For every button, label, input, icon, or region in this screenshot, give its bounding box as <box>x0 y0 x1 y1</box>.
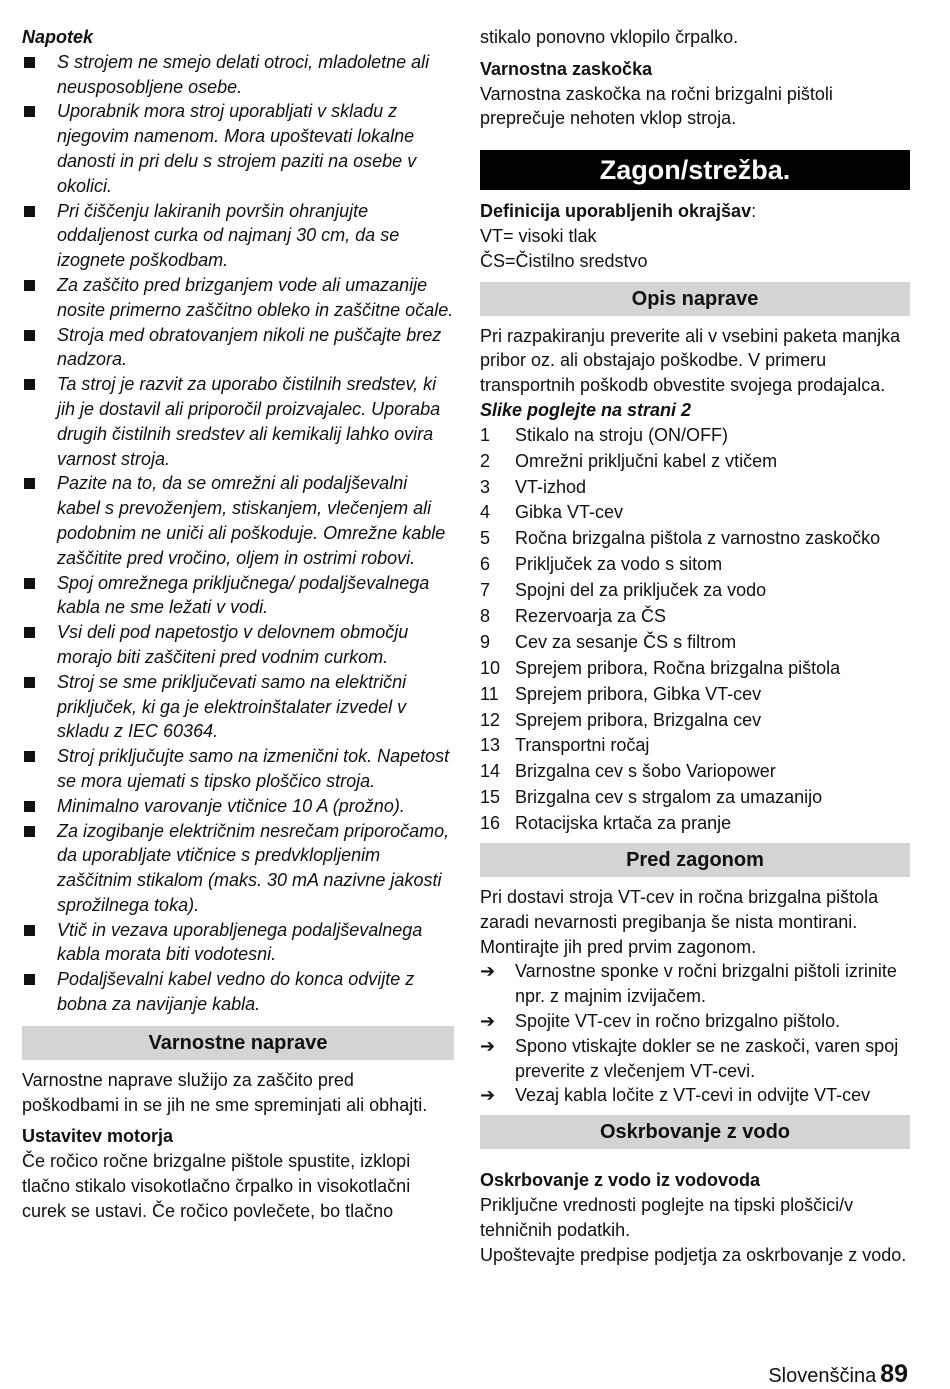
device-description-text: Pri razpakiranju preverite ali v vsebini paketa manjka pribor oz. ali obstajajo poškodbe. V primeru transportnih poškodb obvestite svojega prodajalca. <box>480 325 901 396</box>
abbreviations-title-line <box>480 199 910 224</box>
arrow-right-icon: ➔ <box>480 961 496 982</box>
list-item <box>480 1009 910 1034</box>
part-label: Sprejem pribora, Gibka VT-cev <box>515 683 762 704</box>
square-bullet-icon <box>24 826 35 837</box>
square-bullet-icon <box>24 206 35 217</box>
abbreviation-vt: VT= visoki tlak <box>480 225 597 246</box>
safety-latch-title: Varnostna zaskočka <box>480 58 653 79</box>
note-title: Napotek <box>22 27 94 47</box>
part-label: Transportni ročaj <box>515 735 650 756</box>
square-bullet-icon <box>24 280 35 291</box>
bullet-text: Stroja med obratovanjem nikoli ne puščajte brez nadzora. <box>57 324 442 370</box>
list-item <box>22 967 454 1017</box>
arrow-right-icon: ➔ <box>480 1035 496 1056</box>
bullet-text: Stroj priključujte samo na izmenični tok. Napetost se mora ujemati s tipsko ploščico stroja. <box>57 746 450 791</box>
part-label: Omrežni priključni kabel z vtičem <box>515 450 778 471</box>
part-label: Rotacijska krtača za pranje <box>515 813 732 834</box>
list-item <box>480 708 910 734</box>
section-heading-before-start: Pred zagonom <box>480 843 910 877</box>
bullet-text: Ta stroj je razvit za uporabo čistilnih sredstev, ki jih je dostavil ali priporočil proizvajalec. Uporaba drugih čistilnih sredstev ali kemikalij lahko ovira varnost stroja. <box>57 374 441 469</box>
section-heading-device-description: Opis naprave <box>480 282 910 316</box>
part-label: Sprejem pribora, Brizgalna cev <box>515 709 762 730</box>
part-number: 16 <box>480 813 501 834</box>
list-item <box>480 682 910 708</box>
square-bullet-icon <box>24 379 35 390</box>
safety-latch-text: Varnostna zaskočka na ročni brizgalni pištoli preprečuje nehoten vklop stroja. <box>480 83 833 129</box>
bullet-text: Pri čiščenju lakiranih površin ohranjujte oddaljenost curka od najmanj 30 cm, da se izognete poškodbam. <box>57 200 400 271</box>
square-bullet-icon <box>24 478 35 489</box>
list-item <box>480 449 910 475</box>
part-number: 13 <box>480 735 501 756</box>
list-item <box>22 99 454 198</box>
list-item <box>22 794 454 819</box>
part-label: Stikalo na stroju (ON/OFF) <box>515 424 729 445</box>
square-bullet-icon <box>24 578 35 589</box>
left-column <box>22 25 454 1224</box>
bullet-text: Pazite na to, da se omrežni ali podaljševalni kabel s prevoženjem, stiskanjem, vlečenjem ali podobnim ne uniči ali poškoduje. Omrežne kable zaščitite pred vročino, oljem in ostrimi robovi. <box>57 473 446 568</box>
part-label: Spojni del za priključek za vodo <box>515 580 767 601</box>
list-item <box>480 1083 910 1108</box>
list-item <box>480 423 910 449</box>
list-item <box>22 199 454 273</box>
list-item <box>480 733 910 759</box>
safety-devices-text: Varnostne naprave služijo za zaščito pred poškodbami in se jih ne sme spreminjati ali obhajti. <box>22 1069 428 1115</box>
list-item <box>480 630 910 656</box>
part-label: Brizgalna cev s strgalom za umazanijo <box>515 787 823 808</box>
part-number: 2 <box>480 450 491 471</box>
square-bullet-icon <box>24 330 35 341</box>
section-heading-safety-devices: Varnostne naprave <box>22 1026 454 1060</box>
list-item <box>22 571 454 621</box>
part-number: 8 <box>480 606 491 626</box>
square-bullet-icon <box>24 974 35 985</box>
bullet-text: Uporabnik mora stroj uporabljati v skladu z njegovim namenom. Mora upoštevati lokalne danosti in pri delu s strojem paziti na osebe v okolici. <box>57 101 417 196</box>
part-number: 14 <box>480 761 501 782</box>
part-number: 11 <box>480 683 499 704</box>
square-bullet-icon <box>24 57 35 68</box>
list-item <box>480 475 910 501</box>
list-item <box>480 785 910 811</box>
list-item <box>480 500 910 526</box>
list-item <box>480 811 910 837</box>
list-item <box>22 670 454 744</box>
step-text: Vezaj kabla ločite z VT-cevi in odvijte VT-cev <box>515 1085 871 1106</box>
arrow-right-icon: ➔ <box>480 1085 496 1106</box>
list-item <box>22 819 454 918</box>
water-supply-text-2: Upoštevajte predpise podjetja za oskrbovanje z vodo. <box>480 1244 907 1265</box>
part-label: VT-izhod <box>515 476 587 497</box>
step-text: Spojite VT-cev in ročno brizgalno pištolo. <box>515 1011 841 1031</box>
water-supply-subtitle: Oskrbovanje z vodo iz vodovoda <box>480 1170 761 1191</box>
list-item <box>480 656 910 682</box>
square-bullet-icon <box>24 801 35 812</box>
figures-note: Slike poglejte na strani 2 <box>480 399 692 420</box>
list-item <box>480 759 910 785</box>
list-item <box>22 918 454 968</box>
part-label: Brizgalna cev s šobo Variopower <box>515 761 776 782</box>
list-item <box>480 1034 910 1084</box>
parts-list <box>480 423 910 837</box>
section-heading-water-supply: Oskrbovanje z vodo <box>480 1115 910 1149</box>
list-item <box>22 744 454 794</box>
bullet-text: Za zaščito pred brizganjem vode ali umazanije nosite primerno zaščitno obleko in zaščitne očale. <box>57 274 454 320</box>
list-item <box>22 323 454 373</box>
part-number: 6 <box>480 554 491 575</box>
part-number: 7 <box>480 580 491 601</box>
square-bullet-icon <box>24 751 35 762</box>
list-item <box>22 273 454 323</box>
part-label: Gibka VT-cev <box>515 502 624 523</box>
arrow-right-icon: ➔ <box>480 1011 496 1031</box>
list-item <box>480 526 910 552</box>
list-item <box>22 620 454 670</box>
list-item <box>480 552 910 578</box>
list-item <box>480 578 910 604</box>
part-label: Rezervoarja za ČS <box>515 606 667 626</box>
safety-note-list <box>22 50 454 1017</box>
before-start-text: Pri dostavi stroja VT-cev in ročna brizgalna pištola zaradi nevarnosti pregibanja še nista montirani. Montirajte jih pred prvim zagonom. <box>480 887 879 957</box>
part-number: 15 <box>480 787 501 808</box>
part-number: 3 <box>480 476 491 497</box>
water-supply-text-1: Priključne vrednosti poglejte na tipski ploščici/v tehničnih podatkih. <box>480 1194 854 1240</box>
bullet-text: Vtič in vezava uporabljenega podaljševalnega kabla morata biti vodotesni. <box>57 919 423 965</box>
abbreviations-colon: : <box>751 201 757 222</box>
part-label: Ročna brizgalna pištola z varnostno zaskočko <box>515 528 881 549</box>
motor-stop-title: Ustavitev motorja <box>22 1126 174 1147</box>
motor-stop-text: Če ročico ročne brizgalne pištole spustite, izklopi tlačno stikalo visokotlačno črpalko in visokotlačni curek se ustavi. Če ročico povlečete, bo tlačno <box>22 1151 411 1221</box>
list-item <box>480 959 910 1009</box>
part-number: 10 <box>480 657 501 678</box>
list-item <box>22 471 454 570</box>
bullet-text: Stroj se sme priključevati samo na električni priključek, ki ga je elektroinštalater izvedel v skladu z IEC 60364. <box>57 671 407 742</box>
list-item <box>480 604 910 630</box>
part-number: 4 <box>480 502 491 523</box>
step-text: Spono vtiskajte dokler se ne zaskoči, varen spoj preverite z vlečenjem VT-cevi. <box>515 1035 899 1081</box>
square-bullet-icon <box>24 677 35 688</box>
square-bullet-icon <box>24 627 35 638</box>
assembly-steps-list <box>480 959 910 1108</box>
part-number: 12 <box>480 709 501 730</box>
bullet-text: Podaljševalni kabel vedno do konca odvijte z bobna za navijanje kabla. <box>57 969 415 1015</box>
part-label: Cev za sesanje ČS s filtrom <box>515 631 737 652</box>
bullet-text: Vsi deli pod napetostjo v delovnem območju morajo biti zaščiteni pred vodnim curkom. <box>57 622 409 667</box>
major-heading-operation: Zagon/strežba. <box>480 150 910 190</box>
square-bullet-icon <box>24 925 35 936</box>
part-label: Sprejem pribora, Ročna brizgalna pištola <box>515 657 841 678</box>
footer-language: Slovenščina <box>768 1365 877 1387</box>
motor-stop-text-continued: stikalo ponovno vklopilo črpalko. <box>480 27 739 47</box>
part-number: 9 <box>480 631 491 652</box>
step-text: Varnostne sponke v ročni brizgalni pištoli izrinite npr. z majnim izvijačem. <box>515 961 897 1007</box>
part-number: 1 <box>480 424 491 445</box>
square-bullet-icon <box>24 106 35 117</box>
part-number: 5 <box>480 528 491 549</box>
list-item <box>22 372 454 471</box>
list-item <box>22 50 454 100</box>
abbreviation-cs: ČS=Čistilno sredstvo <box>480 250 648 271</box>
part-label: Priključek za vodo s sitom <box>515 554 723 575</box>
bullet-text: S strojem ne smejo delati otroci, mladoletne ali neusposobljene osebe. <box>57 51 430 97</box>
bullet-text: Spoj omrežnega priključnega/ podaljševalnega kabla ne sme ležati v vodi. <box>57 572 430 618</box>
bullet-text: Za izogibanje električnim nesrečam priporočamo, da uporabljate vtičnice s predvklopljenim zaščitnim stikalom (maks. 30 mA nazivne jakosti sprožilnega toka). <box>57 820 450 915</box>
right-column <box>480 25 910 1267</box>
abbreviations-title: Definicija uporabljenih okrajšav <box>480 201 752 222</box>
page-number: 89 <box>880 1360 908 1388</box>
page-footer <box>768 1361 908 1389</box>
bullet-text: Minimalno varovanje vtičnice 10 A (prožno). <box>57 795 405 816</box>
